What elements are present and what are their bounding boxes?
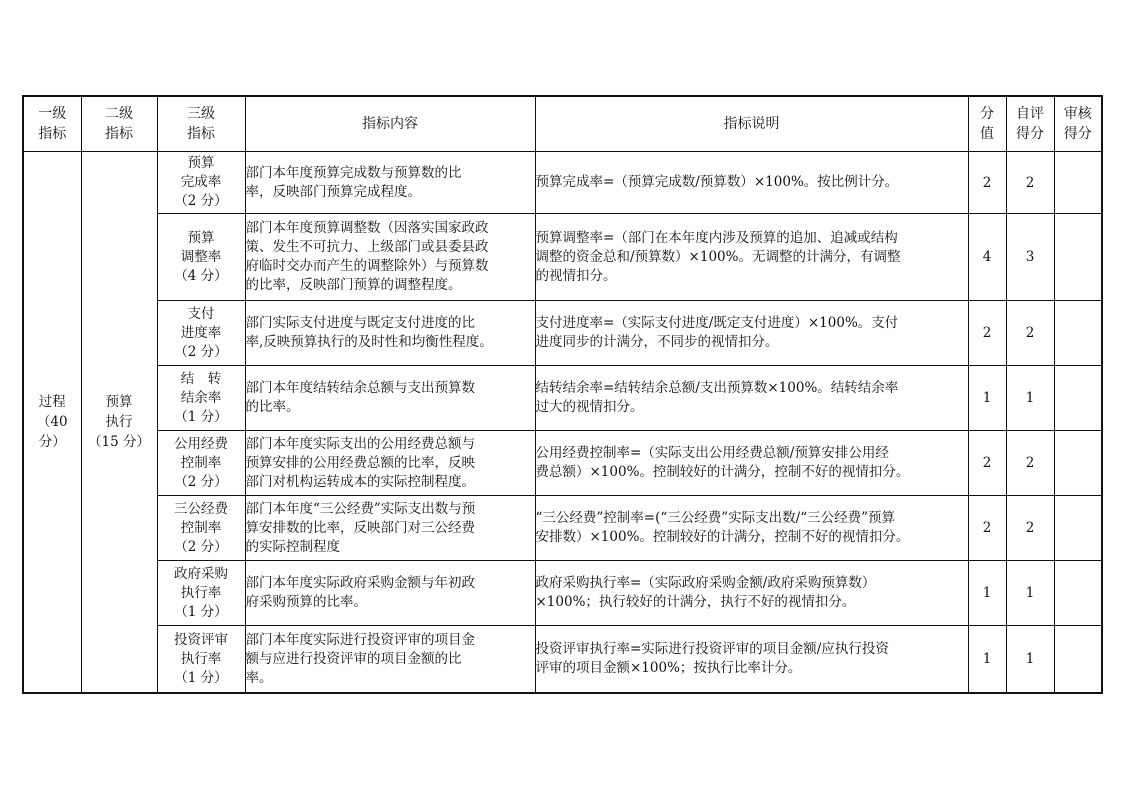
audit-score-cell bbox=[1054, 152, 1102, 214]
self-score-cell: 3 bbox=[1006, 214, 1054, 301]
cell-line: 政府采购执行率=（实际政府采购金额/政府采购预算数） bbox=[535, 575, 876, 591]
level1-line: 过程 bbox=[38, 394, 66, 410]
table-row-public-expense-control bbox=[23, 431, 1102, 496]
self-score-cell: 2 bbox=[1006, 152, 1054, 214]
indicator-name-cell bbox=[157, 301, 245, 366]
cell-line: 三公经费 bbox=[174, 500, 228, 517]
indicator-content-cell bbox=[245, 561, 535, 626]
header-level3 bbox=[157, 96, 245, 152]
cell-line: 部门本年度结转结余总额与支出预算数 bbox=[245, 380, 475, 396]
level1-cell-process bbox=[23, 152, 81, 694]
cell-line: （1 分） bbox=[174, 669, 228, 686]
indicator-description-cell bbox=[535, 431, 968, 496]
audit-score-cell bbox=[1054, 431, 1102, 496]
cell-line: 调整率 bbox=[180, 248, 222, 265]
header-level3-line: 三级 bbox=[187, 106, 215, 122]
cell-line: 执行率 bbox=[180, 650, 222, 667]
indicator-name-cell bbox=[157, 626, 245, 694]
cell-line: 算安排数的比率，反映部门对三公经费 bbox=[245, 519, 475, 536]
table-row-procurement-execution bbox=[23, 561, 1102, 626]
header-audit-score-line: 审核 bbox=[1063, 106, 1092, 122]
indicator-content-cell bbox=[245, 626, 535, 694]
score-cell: 2 bbox=[968, 496, 1006, 561]
cell-line: 投资评审执行率=实际进行投资评审的项目金额/应执行投资 bbox=[535, 641, 889, 657]
audit-score-cell bbox=[1054, 301, 1102, 366]
header-score-line: 值 bbox=[980, 126, 994, 142]
cell-line: 支付进度率=（实际支付进度/既定支付进度）×100%。支付 bbox=[535, 315, 899, 331]
performance-indicator-table bbox=[22, 95, 1103, 694]
header-level1 bbox=[23, 96, 81, 152]
cell-line: 安排数）×100%。控制较好的计满分，控制不好的视情扣分。 bbox=[535, 529, 910, 545]
cell-line: 率，反映部门预算完成程度。 bbox=[245, 183, 421, 200]
indicator-content-cell bbox=[245, 366, 535, 431]
header-level3-line: 指标 bbox=[187, 126, 215, 142]
audit-score-cell bbox=[1054, 561, 1102, 626]
header-level2-line: 指标 bbox=[105, 126, 133, 142]
indicator-name-cell bbox=[157, 214, 245, 301]
cell-line: 部门本年度实际政府采购金额与年初政 bbox=[245, 575, 475, 591]
table-row-three-public-expense-control bbox=[23, 496, 1102, 561]
table-row-budget-completion bbox=[23, 152, 1102, 214]
cell-line: 预算完成率=（预算完成数/预算数）×100%。按比例计分。 bbox=[535, 174, 899, 190]
header-self-score-line: 自评 bbox=[1016, 106, 1044, 122]
cell-line: （1 分） bbox=[174, 603, 228, 620]
cell-line: 控制率 bbox=[180, 519, 222, 536]
table-row-budget-adjustment bbox=[23, 214, 1102, 301]
score-cell: 1 bbox=[968, 561, 1006, 626]
header-content: 指标内容 bbox=[245, 96, 535, 152]
cell-line: 率,反映预算执行的及时性和均衡性程度。 bbox=[245, 334, 493, 350]
header-score-line: 分 bbox=[980, 106, 994, 122]
cell-line: “三公经费”控制率=(“三公经费”实际支出数/“三公经费”预算 bbox=[535, 510, 896, 526]
indicator-description-cell bbox=[535, 301, 968, 366]
cell-line: 府临时交办而产生的调整除外）与预算数 bbox=[245, 258, 489, 274]
score-cell: 4 bbox=[968, 214, 1006, 301]
cell-line: 公用经费 bbox=[174, 435, 228, 452]
indicator-name-cell bbox=[157, 152, 245, 214]
cell-line: 进度率 bbox=[180, 324, 222, 341]
cell-line: （2 分） bbox=[174, 473, 228, 490]
level2-line: 预算 bbox=[105, 394, 133, 410]
cell-line: 调整的资金总和/预算数）×100%。无调整的计满分，有调整 bbox=[535, 248, 901, 265]
cell-line: 支付 bbox=[187, 305, 215, 322]
indicator-name-cell bbox=[157, 561, 245, 626]
cell-line: 部门本年度“三公经费”实际支出数与预 bbox=[245, 500, 476, 517]
audit-score-cell bbox=[1054, 496, 1102, 561]
table-row-investment-review-execution bbox=[23, 626, 1102, 694]
cell-line: 结 转 bbox=[180, 370, 222, 387]
cell-line: 的比率。 bbox=[245, 399, 300, 415]
cell-line: 的比率，反映部门预算的调整程度。 bbox=[245, 277, 462, 293]
level2-cell-budget-execution bbox=[81, 152, 157, 694]
cell-line: 部门本年度预算调整数（因落实国家政政 bbox=[245, 220, 489, 236]
indicator-name-cell bbox=[157, 366, 245, 431]
table-row-payment-progress bbox=[23, 301, 1102, 366]
cell-line: 评审的项目金额×100%；按执行比率计分。 bbox=[535, 660, 802, 676]
cell-line: 预算 bbox=[187, 155, 215, 171]
cell-line: （2 分） bbox=[174, 193, 228, 209]
self-score-cell: 1 bbox=[1006, 561, 1054, 626]
indicator-content-cell bbox=[245, 152, 535, 214]
indicator-name-cell bbox=[157, 431, 245, 496]
cell-line: 控制率 bbox=[180, 454, 222, 471]
cell-line: 的实际控制程度 bbox=[245, 538, 340, 555]
cell-line: 投资评审 bbox=[174, 631, 228, 648]
audit-score-cell bbox=[1054, 214, 1102, 301]
indicator-name-cell bbox=[157, 496, 245, 561]
score-cell: 1 bbox=[968, 626, 1006, 694]
header-level2 bbox=[81, 96, 157, 152]
score-cell: 1 bbox=[968, 366, 1006, 431]
header-self-score bbox=[1006, 96, 1054, 152]
header-level1-line: 指标 bbox=[38, 126, 67, 142]
cell-line: 预算 bbox=[187, 229, 215, 246]
level1-line: （40 bbox=[36, 414, 68, 430]
cell-line: 完成率 bbox=[180, 174, 222, 190]
header-audit-score bbox=[1054, 96, 1102, 152]
indicator-content-cell bbox=[245, 301, 535, 366]
cell-line: 部门对机构运转成本的实际控制程度。 bbox=[245, 473, 475, 490]
score-cell: 2 bbox=[968, 152, 1006, 214]
cell-line: （2 分） bbox=[174, 538, 228, 555]
indicator-description-cell bbox=[535, 366, 968, 431]
cell-line: 部门本年度实际支出的公用经费总额与 bbox=[245, 435, 475, 452]
cell-line: 预算安排的公用经费总额的比率，反映 bbox=[245, 454, 475, 471]
cell-line: 预算调整率=（部门在本年度内涉及预算的追加、追减或结构 bbox=[535, 229, 898, 246]
indicator-content-cell bbox=[245, 496, 535, 561]
indicator-description-cell bbox=[535, 152, 968, 214]
evaluation-sheet bbox=[22, 95, 1101, 694]
cell-line: 额与应进行投资评审的项目金额的比 bbox=[245, 650, 462, 667]
self-score-cell: 2 bbox=[1006, 301, 1054, 366]
self-score-cell: 2 bbox=[1006, 496, 1054, 561]
cell-line: 过大的视情扣分。 bbox=[535, 399, 644, 415]
indicator-description-cell bbox=[535, 626, 968, 694]
cell-line: 结转结余率=结转结余总额/支出预算数×100%。结转结余率 bbox=[535, 380, 899, 396]
indicator-content-cell bbox=[245, 431, 535, 496]
cell-line: ×100%；执行较好的计满分，执行不好的视情扣分。 bbox=[535, 594, 856, 610]
cell-line: 率。 bbox=[245, 669, 273, 686]
cell-line: （4 分） bbox=[174, 267, 228, 284]
cell-line: 府采购预算的比率。 bbox=[245, 594, 367, 610]
cell-line: 部门本年度预算完成数与预算数的比 bbox=[245, 164, 462, 181]
cell-line: 部门实际支付进度与既定支付进度的比 bbox=[245, 315, 475, 331]
self-score-cell: 2 bbox=[1006, 431, 1054, 496]
score-cell: 2 bbox=[968, 301, 1006, 366]
header-self-score-line: 得分 bbox=[1016, 126, 1044, 142]
cell-line: （2 分） bbox=[174, 343, 228, 360]
header-level1-line: 一级 bbox=[38, 106, 67, 122]
cell-line: 政府采购 bbox=[174, 565, 228, 582]
header-level2-line: 二级 bbox=[105, 106, 133, 122]
header-description: 指标说明 bbox=[535, 96, 968, 152]
cell-line: 部门本年度实际进行投资评审的项目金 bbox=[245, 631, 475, 648]
cell-line: 执行率 bbox=[180, 584, 222, 601]
indicator-content-cell bbox=[245, 214, 535, 301]
level2-line: （15 分） bbox=[88, 434, 150, 450]
level1-line: 分） bbox=[38, 434, 66, 450]
self-score-cell: 1 bbox=[1006, 366, 1054, 431]
header-score bbox=[968, 96, 1006, 152]
cell-line: 的视情扣分。 bbox=[535, 267, 617, 284]
audit-score-cell bbox=[1054, 626, 1102, 694]
indicator-description-cell bbox=[535, 561, 968, 626]
indicator-description-cell bbox=[535, 214, 968, 301]
cell-line: 公用经费控制率=（实际支出公用经费总额/预算安排公用经 bbox=[535, 445, 889, 461]
cell-line: 策、发生不可抗力、上级部门或县委县政 bbox=[245, 239, 489, 255]
cell-line: 结余率 bbox=[180, 389, 222, 406]
table-row-carryover-balance bbox=[23, 366, 1102, 431]
header-audit-score-line: 得分 bbox=[1063, 126, 1092, 142]
indicator-description-cell bbox=[535, 496, 968, 561]
table-header-row bbox=[23, 96, 1102, 152]
audit-score-cell bbox=[1054, 366, 1102, 431]
self-score-cell: 1 bbox=[1006, 626, 1054, 694]
table-body bbox=[23, 152, 1102, 694]
cell-line: （1 分） bbox=[174, 408, 228, 425]
cell-line: 进度同步的计满分，不同步的视情扣分。 bbox=[535, 334, 779, 350]
cell-line: 费总额）×100%。控制较好的计满分，控制不好的视情扣分。 bbox=[535, 464, 910, 480]
level2-line: 执行 bbox=[105, 414, 133, 430]
score-cell: 2 bbox=[968, 431, 1006, 496]
